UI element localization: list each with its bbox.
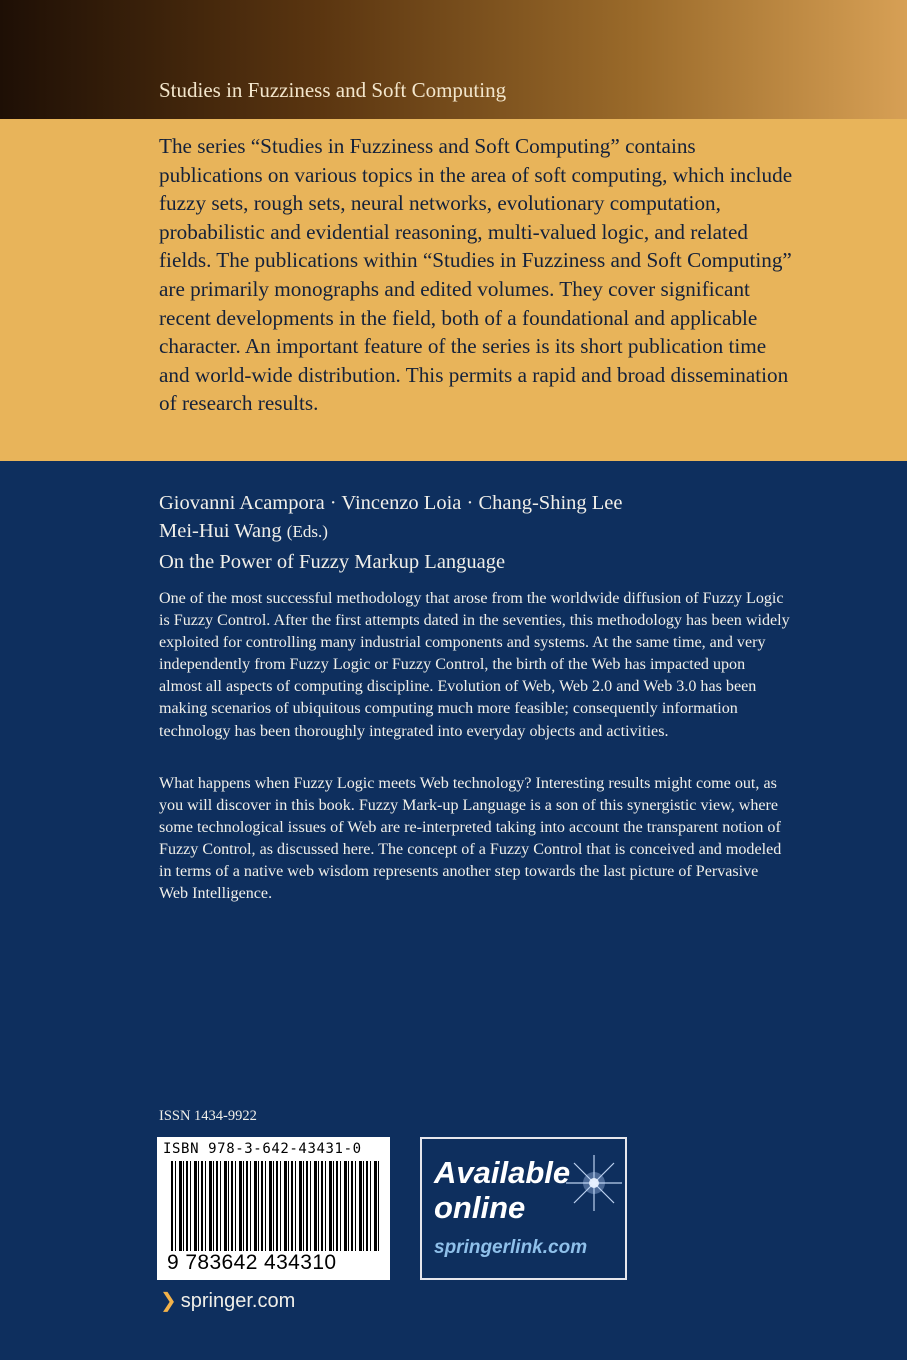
- available-online-title: [434, 1155, 619, 1225]
- blurb-paragraph-1: One of the most successful methodology that arose from the worldwide diffusion of Fuzzy Logic is Fuzzy Control. After the first attempts dated in the seventies, this methodology has been widely exploited for controlling many industrial components and systems. At the same time, and very independently from Fuzzy Logic or Fuzzy Control, the birth of the Web has impacted upon almost all aspects of computing discipline. Evolution of Web, Web 2.0 and Web 3.0 has been making scenarios of ubiquitous computing much more feasible; consequently information technology has been thoroughly integrated into everyday objects and activities.: [159, 590, 790, 740]
- series-description: The series “Studies in Fuzziness and Soft Computing” contains publications on various topics in the area of soft computing, which include fuzzy sets, rough sets, neural networks, evolutionary computation, probabilistic and evidential reasoning, multi-valued logic, and related fields. The publications within “Studies in Fuzziness and Soft Computing” are primarily monographs and edited volumes. They cover significant recent developments in the field, both of a foundational and applicable character. An important feature of the series is its short publication time and world-wide distribution. This permits a rapid and broad dissemination of research results.: [159, 134, 793, 416]
- book-title: On the Power of Fuzzy Markup Language: [159, 551, 506, 573]
- barcode: [157, 1137, 390, 1280]
- authors: [159, 489, 779, 546]
- barcode-digits: 9 783642 434310: [165, 1251, 387, 1277]
- publisher-link[interactable]: [160, 1288, 295, 1313]
- series-name: Studies in Fuzziness and Soft Computing: [159, 78, 507, 102]
- editors-mark: (Eds.): [286, 522, 328, 541]
- issn: ISSN 1434-9922: [159, 1108, 257, 1124]
- available-online-badge[interactable]: [420, 1137, 627, 1280]
- publisher-site: springer.com: [180, 1290, 296, 1312]
- isbn-label: ISBN 978-3-642-43431-0: [163, 1141, 362, 1157]
- barcode-bars: [171, 1161, 379, 1255]
- springerlink-url: springerlink.com: [434, 1237, 588, 1258]
- authors-line-1: Giovanni Acampora · Vincenzo Loia · Chang-Shing Lee: [159, 492, 623, 514]
- available-line-2: online: [434, 1190, 526, 1225]
- available-line-1: Available: [434, 1155, 571, 1190]
- blurb-paragraph-2: What happens when Fuzzy Logic meets Web technology? Interesting results might come out, as you will discover in this book. Fuzzy Mark-up Language is a son of this synergistic view, where some technological issues of Web are re-interpreted taking into account the transparent notion of Fuzzy Control, as discussed here. The concept of a Fuzzy Control that is conceived and modeled in terms of a native web wisdom represents another step towards the last picture of Pervasive Web Intelligence.: [159, 775, 782, 903]
- authors-line-2: [159, 517, 779, 546]
- author-last: Mei-Hui Wang: [159, 520, 282, 542]
- chevron-right-icon: ❯: [160, 1290, 177, 1312]
